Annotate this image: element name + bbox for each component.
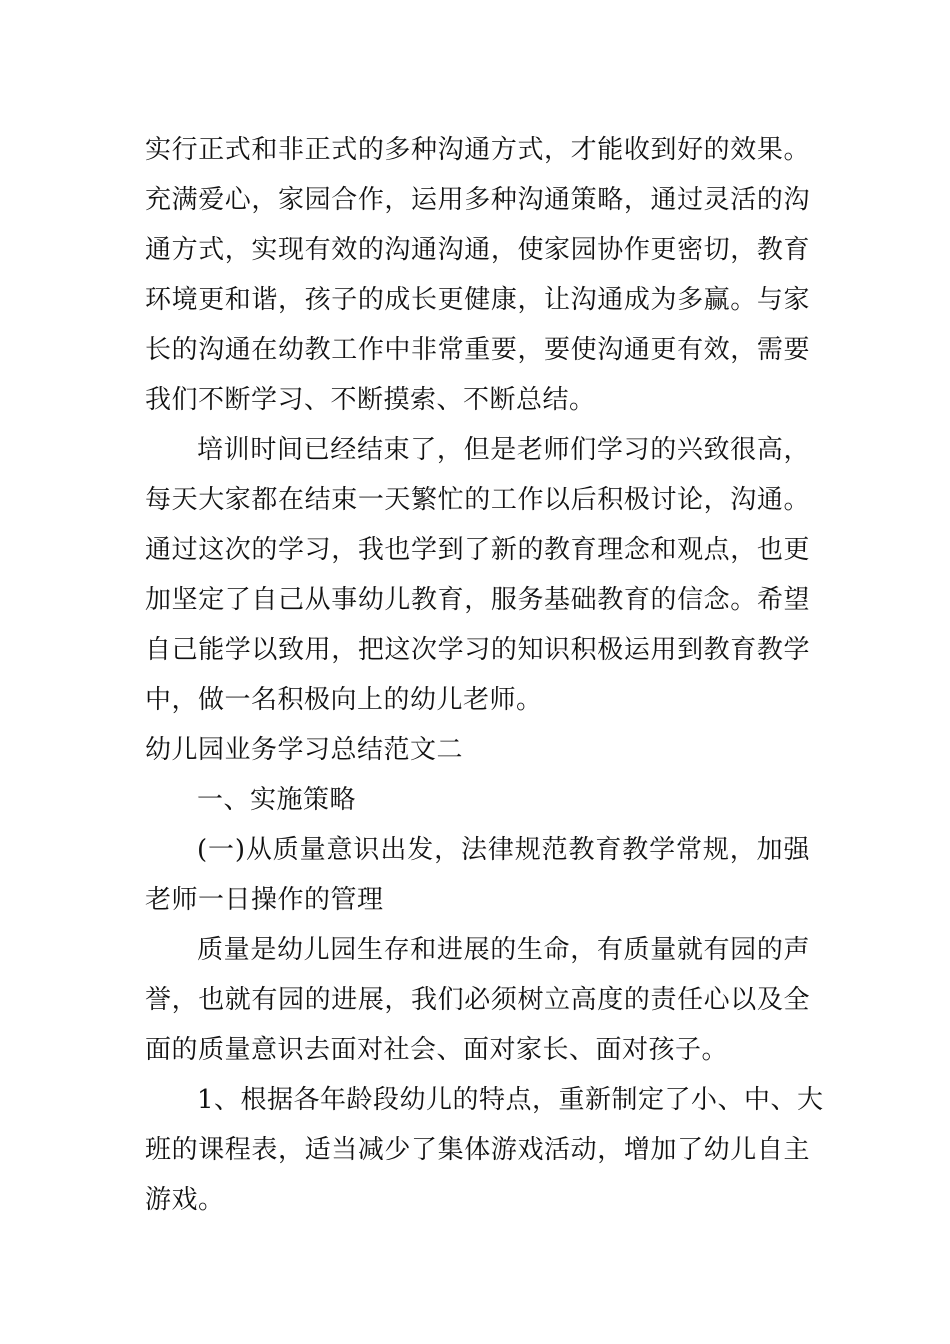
- paragraph-line: 游戏。: [145, 1185, 225, 1215]
- paragraph-line: 加坚定了自己从事幼儿教育，服务基础教育的信念。希望: [145, 585, 810, 615]
- paragraph-line: 环境更和谐，孩子的成长更健康，让沟通成为多赢。与家: [145, 285, 810, 315]
- paragraph-line: 我们不断学习、不断摸索、不断总结。: [145, 385, 596, 415]
- paragraph-line: 培训时间已经结束了，但是老师们学习的兴致很高，: [197, 435, 810, 465]
- subsection-heading: 一、实施策略: [197, 785, 357, 815]
- paragraph-line: 1、根据各年龄段幼儿的特点，重新制定了小、中、大: [197, 1085, 824, 1115]
- paragraph-line: 面的质量意识去面对社会、面对家长、面对孩子。: [145, 1035, 729, 1065]
- paragraph-line: 充满爱心，家园合作，运用多种沟通策略，通过灵活的沟: [145, 185, 810, 215]
- section-title: 幼儿园业务学习总结范文二: [145, 735, 464, 765]
- document-body: [145, 125, 824, 1225]
- paragraph-line: 每天大家都在结束一天繁忙的工作以后积极讨论，沟通。: [145, 485, 810, 515]
- paragraph-line: 中，做一名积极向上的幼儿老师。: [145, 685, 543, 715]
- paragraph-line: 班的课程表，适当减少了集体游戏活动，增加了幼儿自主: [145, 1135, 810, 1165]
- paragraph-line: 自己能学以致用，把这次学习的知识积极运用到教育教学: [145, 635, 810, 665]
- paragraph-line: 长的沟通在幼教工作中非常重要，要使沟通更有效，需要: [145, 335, 810, 365]
- paragraph-line: (一)从质量意识出发，法律规范教育教学常规，加强: [197, 835, 810, 865]
- paragraph-line: 实行正式和非正式的多种沟通方式，才能收到好的效果。: [145, 135, 810, 165]
- paragraph-line: 通方式，实现有效的沟通沟通，使家园协作更密切，教育: [145, 235, 810, 265]
- paragraph-line: 誉，也就有园的进展，我们必须树立高度的责任心以及全: [145, 985, 810, 1015]
- paragraph-line: 通过这次的学习，我也学到了新的教育理念和观点，也更: [145, 535, 810, 565]
- paragraph-line: 质量是幼儿园生存和进展的生命，有质量就有园的声: [197, 935, 810, 965]
- paragraph-line: 老师一日操作的管理: [145, 885, 384, 915]
